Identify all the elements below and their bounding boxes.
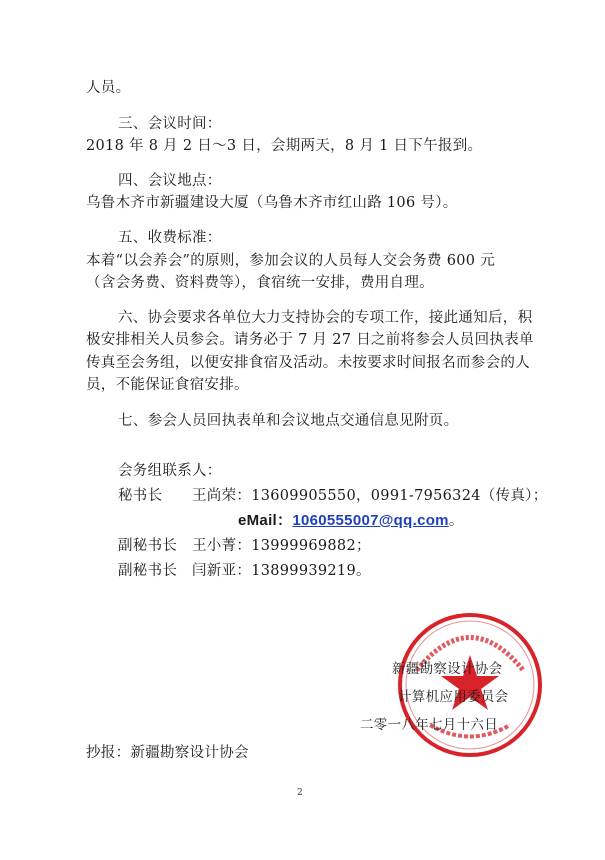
- signature-org-line-1: 新疆勘察设计协会: [392, 661, 503, 677]
- section-heading-location: 四、会议地点：: [118, 173, 222, 189]
- page-number: 2: [297, 788, 303, 798]
- email-label: eMail：: [238, 512, 293, 529]
- paragraph-line: 人员。: [86, 80, 131, 96]
- email-suffix: 。: [448, 513, 464, 529]
- paragraph-line: 传真至会务组，以便安排食宿及活动。未按要求时间报名而参会的人: [86, 355, 530, 371]
- contacts-heading: 会务组联系人：: [118, 463, 222, 479]
- cc-line: 抄报：新疆勘察设计协会: [86, 745, 249, 761]
- contact-deputy-2: 副秘书长 闫新亚：13899939219。: [118, 563, 371, 579]
- official-seal-icon: [395, 610, 545, 760]
- signature-date: 二零一八年七月十六日: [360, 717, 498, 733]
- paragraph-line: （含会务费、资料费等），食宿统一安排，费用自理。: [86, 275, 434, 291]
- signature-org-line-2: 计算机应用委员会: [398, 689, 509, 705]
- paragraph-line: 七、参会人员回执表单和会议地点交通信息见附页。: [118, 413, 459, 429]
- paragraph-line: 2018 年 8 月 2 日～3 日，会期两天，8 月 1 日下午报到。: [86, 138, 483, 154]
- email-row: [238, 512, 464, 530]
- paragraph-line: 乌鲁木齐市新疆建设大厦（乌鲁木齐市红山路 106 号）。: [86, 195, 458, 211]
- paragraph-line: 员，不能保证食宿安排。: [86, 377, 249, 393]
- section-heading-fees: 五、收费标准：: [118, 230, 222, 246]
- contact-secretary-general: 秘书长 王尚荣：13609905550，0991-7956324（传真）；: [118, 488, 548, 504]
- paragraph-line: 极安排相关人员参会。请务必于 7 月 27 日之前将参会人员回执表单: [86, 332, 534, 348]
- paragraph-line: 本着“以会养会”的原则，参加会议的人员每人交会务费 600 元: [86, 253, 496, 269]
- paragraph-line: 六、协会要求各单位大力支持协会的专项工作，接此通知后，积: [118, 310, 533, 326]
- section-heading-time: 三、会议时间：: [118, 116, 222, 132]
- email-link[interactable]: 1060555007@qq.com: [292, 512, 449, 529]
- contact-deputy-1: 副秘书长 王小菁：13999969882；: [118, 538, 371, 554]
